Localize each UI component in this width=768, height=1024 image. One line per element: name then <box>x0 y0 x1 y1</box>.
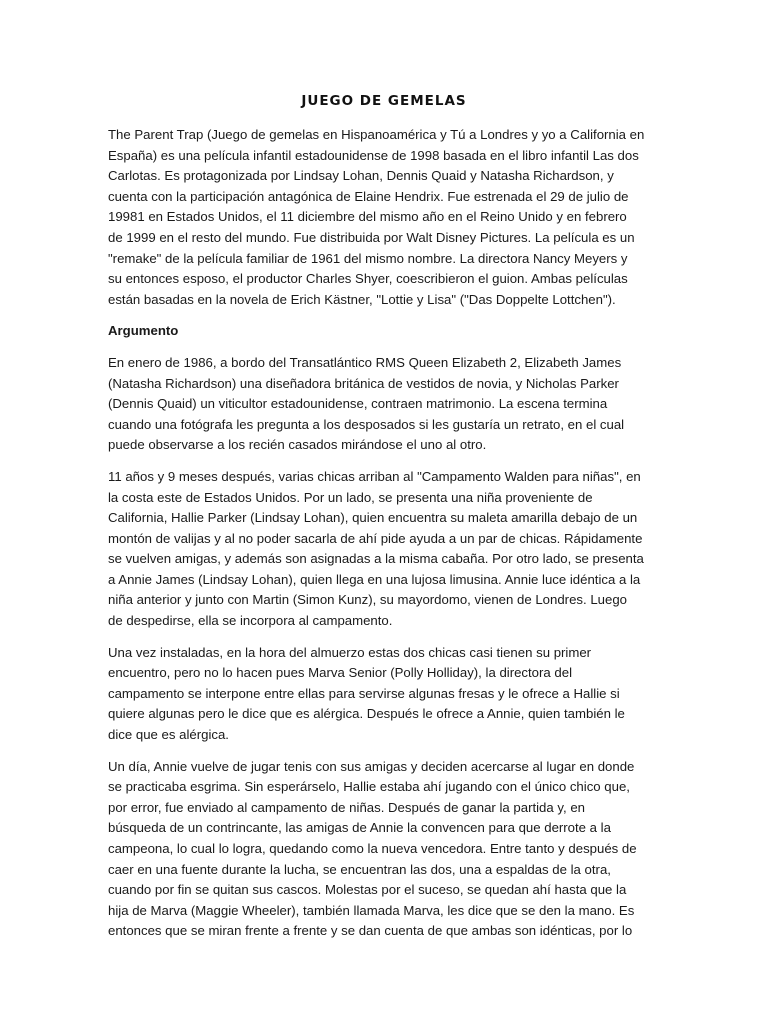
paragraph-line: quiere algunas pero le dice que es alérgica. Después le ofrece a Annie, quien también le <box>108 706 625 722</box>
paragraph-line: a Annie James (Lindsay Lohan), quien llega en una lujosa limusina. Annie luce idéntica a la <box>108 571 641 587</box>
paragraph-line: 19981 en Estados Unidos, el 11 diciembre del mismo año en el Reino Unido y en febrero <box>108 209 627 225</box>
paragraph-line: de 1999 en el resto del mundo. Fue distribuida por Walt Disney Pictures. La película es un <box>108 229 635 245</box>
paragraph-line: cuando por fin se quitan sus cascos. Molestas por el suceso, se quedan ahí hasta que la <box>108 882 627 898</box>
paragraph-line: dice que es alérgica. <box>108 727 229 743</box>
paragraph-line: The Parent Trap (Juego de gemelas en Hispanoamérica y Tú a Londres y yo a California en <box>108 127 645 142</box>
paragraph-line: entonces que se miran frente a frente y se dan cuenta de que ambas son idénticas, por lo <box>108 923 633 939</box>
paragraph-line: California, Hallie Parker (Lindsay Lohan), quien encuentra su maleta amarilla debajo de un <box>108 510 638 526</box>
paragraph-line: Carlotas. Es protagonizada por Lindsay Lohan, Dennis Quaid y Natasha Richardson, y <box>108 168 614 184</box>
paragraph <box>108 467 658 632</box>
paragraph-line: (Dennis Quaid) un viticultor estadounidense, contraen matrimonio. La escena termina <box>108 396 608 412</box>
paragraph-line: niña anterior y junto con Martin (Simon Kunz), su mayordomo, vienen de Londres. Luego <box>108 592 627 608</box>
paragraph-line: Una vez instaladas, en la hora del almuerzo estas dos chicas casi tienen su primer <box>108 644 592 660</box>
paragraph <box>108 757 658 942</box>
paragraph-line: En enero de 1986, a bordo del Transatlántico RMS Queen Elizabeth 2, Elizabeth James <box>108 354 622 370</box>
paragraph-line: se practicaba esgrima. Sin esperárselo, Hallie estaba ahí jugando con el único chico que, <box>108 779 630 795</box>
paragraph-line: búsqueda de un contrincante, las amigas de Annie la convencen para que derrote a la <box>108 820 611 836</box>
paragraph <box>108 353 658 456</box>
paragraph-line: puede observarse a los recién casados mirándose el uno al otro. <box>108 437 487 453</box>
paragraph-line: están basadas en la novela de Erich Kästner, "Lottie y Lisa" ("Das Doppelte Lottchen"). <box>108 291 616 307</box>
paragraph-line: cuando una fotógrafa les pregunta a los desposados si les gustaría un retrato, en el cual <box>108 416 625 432</box>
paragraph-line: la costa este de Estados Unidos. Por un lado, se presenta una niña proveniente de <box>108 489 593 505</box>
paragraph <box>108 125 658 310</box>
document-title: JUEGO DE GEMELAS <box>301 93 467 109</box>
section-heading <box>108 321 658 342</box>
paragraph-line: su entonces esposo, el productor Charles Shyer, coescribieron el guion. Ambas películas <box>108 271 628 287</box>
paragraph-line: Un día, Annie vuelve de jugar tenis con sus amigas y deciden acercarse al lugar en donde <box>108 758 635 774</box>
paragraph-line: cuenta con la participación antagónica de Elaine Hendrix. Fue estrenada el 29 de julio de <box>108 188 629 204</box>
paragraph-line: campeona, lo cual lo logra, quedando como la nueva vencedora. Entre tanto y después de <box>108 841 637 856</box>
section-heading-text: Argumento <box>108 323 179 339</box>
paragraph-line: de despedirse, ella se incorpora al campamento. <box>108 613 393 629</box>
paragraph-line: hija de Marva (Maggie Wheeler), también llamada Marva, les dice que se den la mano. Es <box>108 902 635 918</box>
paragraph <box>108 643 658 746</box>
paragraph-line: encuentro, pero no lo hacen pues Marva Senior (Polly Holliday), la directora del <box>108 665 573 681</box>
paragraph-line: 11 años y 9 meses después, varias chicas arriban al "Campamento Walden para niñas", en <box>108 468 641 484</box>
paragraph-line: montón de valijas y al no poder sacarla de ahí pide ayuda a un par de chicas. Rápidamente <box>108 530 643 546</box>
paragraph-line: se vuelven amigas, y además son asignadas a la misma cabaña. Por otro lado, se presenta <box>108 551 644 567</box>
document-body <box>108 125 658 953</box>
paragraph-line: "remake" de la película familiar de 1961 del mismo nombre. La directora Nancy Meyers y <box>108 250 628 266</box>
paragraph-line: España) es una película infantil estadounidense de 1998 basada en el libro infantil Las dos <box>108 147 639 163</box>
paragraph-line: por error, fue enviado al campamento de niñas. Después de ganar la partida y, en <box>108 799 585 815</box>
paragraph-line: caer en una fuente durante la lucha, se encuentran las dos, una a espaldas de la otra, <box>108 861 611 877</box>
paragraph-line: campamento se interpone entre ellas para servirse algunas fresas y le ofrece a Hallie si <box>108 685 620 701</box>
paragraph-line: (Natasha Richardson) una diseñadora británica de vestidos de novia, y Nicholas Parker <box>108 375 619 391</box>
